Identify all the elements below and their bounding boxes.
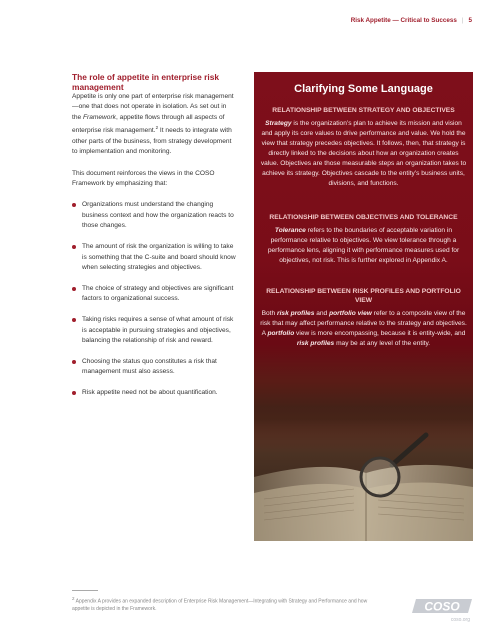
list-item-text: Choosing the status quo constitutes a risk that management must also assess. (82, 357, 217, 376)
tolerance-body (260, 226, 467, 266)
tolerance-section (260, 214, 467, 266)
bullet-dot-icon (72, 245, 76, 249)
portfolio-text: Both (261, 309, 277, 317)
risk-profiles-term: risk profiles (296, 339, 335, 347)
coso-logo[interactable] (412, 598, 472, 624)
portfolio-view-term: portfolio view (329, 309, 372, 317)
header-title: Risk Appetite — Critical to Success (350, 17, 457, 24)
footnote-ref[interactable]: 2 (155, 125, 159, 131)
portfolio-text: view is more encompassing, because it is entity-wide, and (294, 329, 466, 337)
list-item (72, 388, 237, 398)
list-item-text: Risk appetite need not be about quantification. (82, 389, 218, 397)
book-photo-illustration (254, 407, 473, 541)
list-item (72, 284, 237, 305)
list-item (72, 315, 237, 346)
logo-text: COSO (424, 599, 460, 614)
portfolio-text: and (314, 309, 330, 317)
strategy-heading: RELATIONSHIP BETWEEN STRATEGY AND OBJECTIVES (272, 107, 455, 114)
list-item (72, 242, 237, 273)
portfolio-text: may be at any level of the entity. (334, 339, 431, 347)
tolerance-heading: RELATIONSHIP BETWEEN OBJECTIVES AND TOLERANCE (269, 214, 458, 221)
intro-paragraph (72, 92, 237, 158)
footnote-number: 2 (72, 596, 75, 601)
portfolio-term: portfolio (267, 329, 295, 337)
strategy-section (260, 107, 467, 189)
risk-profiles-term: risk profiles (277, 309, 315, 317)
bullet-dot-icon (72, 318, 76, 322)
bullet-dot-icon (72, 391, 76, 395)
portfolio-section (260, 288, 467, 349)
bullet-list (72, 200, 237, 398)
header-separator: | (461, 17, 464, 24)
bullet-dot-icon (72, 360, 76, 364)
footnote-divider (72, 590, 98, 591)
strategy-term: Strategy (265, 119, 292, 127)
panel-title: Clarifying Some Language (294, 83, 433, 95)
portfolio-body (260, 309, 467, 349)
sidebar-panel (254, 72, 473, 541)
list-item-text: Taking risks requires a sense of what amount of risk is acceptable in pursuing strategies and objectives, balancing the relationship of risk and reward. (82, 316, 234, 344)
intro-text-3: It needs to integrate with other parts of the business, from strategy development to implementation and monitoring. (72, 127, 232, 156)
emphasis-paragraph: This document reinforces the views in the COSO Framework by emphasizing that: (72, 169, 215, 188)
coso-logo-icon (412, 598, 472, 624)
intro-text-1: Appetite is only one part of enterprise risk management—one that does not operate in isolation. As set out in the (72, 93, 234, 121)
intro-text-2: , appetite flows through all aspects of enterprise risk management. (72, 113, 225, 135)
list-item-text: The choice of strategy and objectives are significant factors to organizational success. (82, 284, 234, 303)
tolerance-text: refers to the boundaries of acceptable variation in performance relative to objectives. We view tolerance through a performance lens, aligning it with performance measures used for objectives, not risk. This is further explored in Appendix A. (267, 226, 460, 264)
portfolio-heading: RELATIONSHIP BETWEEN RISK PROFILES AND PORTFOLIO VIEW (266, 288, 461, 304)
bullet-dot-icon (72, 287, 76, 291)
strategy-body (260, 119, 467, 189)
bullet-dot-icon (72, 203, 76, 207)
left-column (72, 72, 237, 409)
list-item (72, 357, 237, 378)
tolerance-term: Tolerance (274, 226, 306, 234)
portfolio-text: refer to a composite view of the risk that may affect performance relative to the strategy and objectives. A (260, 309, 467, 337)
strategy-text: is the organization’s plan to achieve its mission and vision and apply its core values to drive performance and value. We hold the view that strategy precedes objectives. It follows, then, that strategy is directly linked to the decisions about how an organization creates value. Objectives are those measurable steps an organization takes to achieve its strategy. Objectives cascade to the entity’s business units, divisions, and functions. (260, 119, 467, 187)
logo-url: coso.org (450, 617, 470, 623)
list-item (72, 200, 237, 231)
page-number: 5 (468, 17, 472, 24)
intro-framework-term: Framework (83, 113, 116, 121)
running-header (351, 17, 472, 24)
footnote (72, 590, 372, 613)
section-heading: The role of appetite in enterprise risk management (72, 72, 220, 92)
footnote-text: Appendix A provides an expanded description of Enterprise Risk Management—Integrating with Strategy and Performance and how appetite is depicted in the Framework. (72, 598, 368, 612)
list-item-text: Organizations must understand the changing business context and how the organization reacts to those changes. (82, 201, 234, 230)
list-item-text: The amount of risk the organization is willing to take is something that the C-suite and board should know when selecting strategies and objectives. (82, 243, 236, 271)
magnifying-glass-book-photo (254, 407, 473, 541)
